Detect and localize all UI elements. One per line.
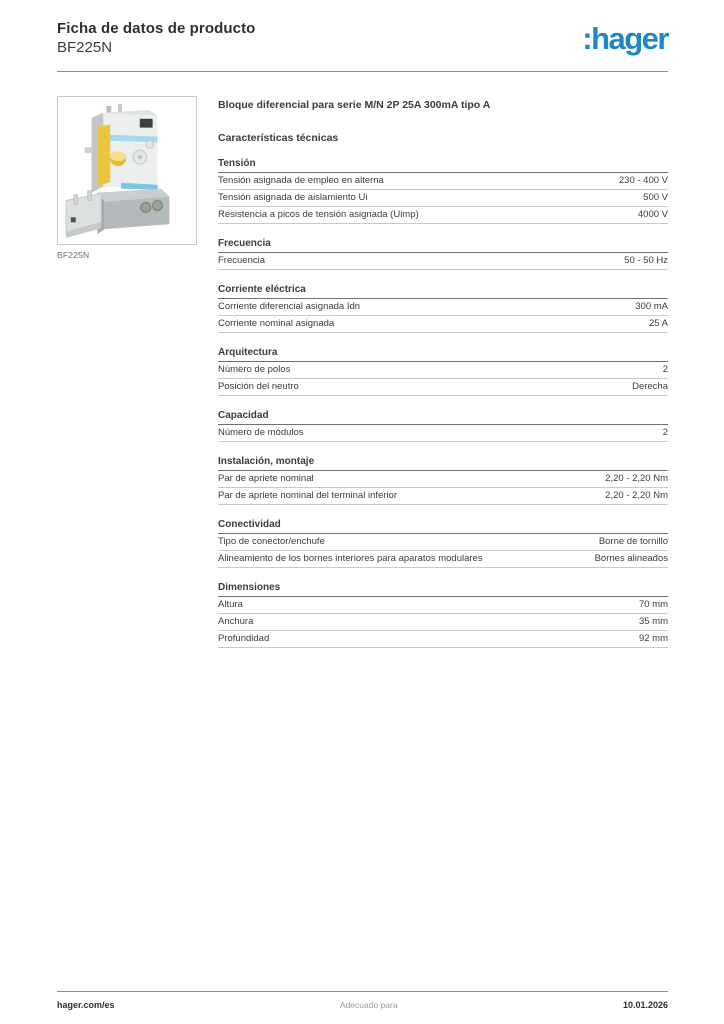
spec-label: Frecuencia [218, 255, 265, 267]
tech-characteristics-title: Características técnicas [218, 132, 339, 145]
footer-suitable-for-label: Adecuado para [339, 1000, 398, 1010]
content-area [57, 96, 668, 649]
spec-label: Tensión asignada de empleo en alterna [218, 175, 384, 187]
header-titles [57, 20, 255, 58]
spec-label: Resistencia a picos de tensión asignada (Uimp) [218, 209, 419, 221]
section-rows [218, 299, 668, 333]
spec-value: 2 [662, 427, 668, 439]
spec-column [218, 96, 668, 649]
section-rows [218, 534, 668, 568]
product-image-column [57, 96, 197, 649]
spec-label: Tensión asignada de aislamiento Ui [218, 192, 368, 204]
footer-divider [57, 991, 668, 992]
spec-row [218, 299, 668, 316]
spec-section [218, 456, 668, 505]
spec-row [218, 362, 668, 379]
spec-value: 2,20 - 2,20 Nm [605, 473, 668, 485]
header-divider [57, 71, 668, 72]
spec-label: Posición del neutro [218, 381, 299, 393]
spec-row [218, 488, 668, 505]
spec-row [218, 379, 668, 396]
spec-value: 2 [662, 364, 668, 376]
spec-section [218, 347, 668, 396]
product-image-frame [57, 96, 197, 245]
spec-row [218, 190, 668, 207]
spec-section [218, 519, 668, 568]
spec-value: Bornes alineados [594, 553, 668, 565]
spec-label: Profundidad [218, 633, 270, 645]
spec-row [218, 316, 668, 333]
spec-section [218, 410, 668, 442]
spec-value: 230 - 400 V [618, 175, 668, 187]
spec-value: 500 V [643, 192, 668, 204]
section-title: Conectividad [218, 519, 668, 534]
spec-value: 4000 V [637, 209, 668, 221]
section-rows [218, 173, 668, 224]
spec-row [218, 425, 668, 442]
spec-section [218, 284, 668, 333]
section-rows [218, 597, 668, 648]
spec-row [218, 207, 668, 224]
footer-row [57, 1000, 668, 1010]
section-title: Capacidad [218, 410, 668, 425]
spec-label: Número de módulos [218, 427, 304, 439]
spec-value: Borne de tornillo [598, 536, 668, 548]
product-image-caption: BF225N [57, 249, 90, 260]
spec-row [218, 631, 668, 648]
page-footer [57, 991, 668, 1010]
section-title: Tensión [218, 158, 668, 173]
spec-row [218, 534, 668, 551]
spec-label: Tipo de conector/enchufe [218, 536, 325, 548]
circuit-breaker-block-photo [58, 96, 196, 245]
section-rows [218, 253, 668, 270]
spec-value: 25 A [648, 318, 668, 330]
spec-label: Anchura [218, 616, 254, 628]
spec-label: Alineamiento de los bornes interiores para aparatos modulares [218, 553, 483, 565]
section-title: Instalación, montaje [218, 456, 668, 471]
footer-date: 10.01.2026 [622, 1000, 668, 1010]
document-title: Ficha de datos de producto [57, 20, 256, 37]
product-code: BF225N [57, 38, 113, 56]
spec-section [218, 158, 668, 224]
spec-label: Corriente diferencial asignada Idn [218, 301, 361, 313]
spec-value: 2,20 - 2,20 Nm [605, 490, 668, 502]
section-title: Arquitectura [218, 347, 668, 362]
spec-label: Par de apriete nominal del terminal inferior [218, 490, 398, 502]
section-title: Dimensiones [218, 582, 668, 597]
spec-label: Altura [218, 599, 243, 611]
spec-row [218, 173, 668, 190]
section-rows [218, 362, 668, 396]
section-rows [218, 425, 668, 442]
spec-value: 70 mm [638, 599, 668, 611]
spec-value: Derecha [632, 381, 668, 393]
page-header [57, 20, 668, 58]
spec-row [218, 597, 668, 614]
spec-label: Corriente nominal asignada [218, 318, 335, 330]
product-description: Bloque diferencial para serie M/N 2P 25A 300mA tipo A [218, 98, 491, 111]
hager-logo: :hager [582, 21, 668, 56]
footer-website-link[interactable]: hager.com/es [57, 1000, 115, 1010]
section-title: Corriente eléctrica [218, 284, 668, 299]
spec-row [218, 471, 668, 488]
section-rows [218, 471, 668, 505]
spec-value: 300 mA [635, 301, 668, 313]
spec-sections [218, 158, 668, 648]
spec-value: 92 mm [638, 633, 668, 645]
spec-value: 35 mm [638, 616, 668, 628]
spec-section [218, 582, 668, 648]
spec-row [218, 614, 668, 631]
spec-row [218, 551, 668, 568]
spec-label: Par de apriete nominal [218, 473, 314, 485]
section-title: Frecuencia [218, 238, 668, 253]
spec-section [218, 238, 668, 270]
spec-value: 50 - 50 Hz [624, 255, 668, 267]
spec-label: Número de polos [218, 364, 291, 376]
spec-row [218, 253, 668, 270]
